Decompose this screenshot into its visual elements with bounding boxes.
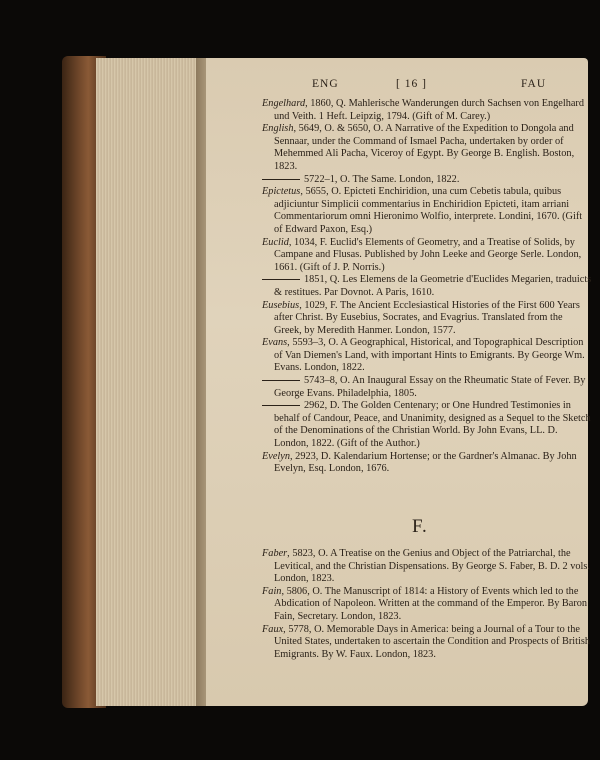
catalog-entry — [262, 274, 592, 299]
entry-text: , 5806, O. The Manuscript of 1814: a History of Events which led to the Abdication of Napoleon. Written at the command of the Emperor. By Baron Fain, Secretary. London, 1823. — [274, 585, 588, 622]
catalog-entries-f — [262, 548, 592, 661]
entry-text: , 1034, F. Euclid's Elements of Geometry, and a Treatise of Solids, by Campane and Flusas. Published by John Leeke and George Serle. London, 1661. (Gift of J. P. Norris.) — [274, 236, 582, 273]
catalog-entry — [262, 300, 592, 338]
entry-headword: English — [262, 123, 294, 135]
entry-headword: Epictetus — [262, 186, 301, 198]
entry-text: , 5655, O. Epicteti Enchiridion, una cum Cebetis tabula, quibus adjiciuntur Simplicii commentarius in Enchiridion Epicteti, itam arriani Commentariorum omni Hieronimo Wolfio, interprete. Londini, 1670. (Gift of Edward Paxon, Esq.) — [274, 186, 583, 235]
entry-headword: Evans — [262, 337, 288, 349]
entry-text: , 1029, F. The Ancient Ecclesiastical Histories of the First 600 Years after Christ. By Eusebius, Socrates, and Evagrius. Translated from the Greek, by Meredith Hanmer. London, 1577. — [274, 299, 580, 336]
ditto-rule — [262, 380, 300, 381]
ditto-rule — [262, 279, 300, 280]
entry-text: , 5823, O. A Treatise on the Genius and Object of the Patriarchal, the Levitical, and the Christian Dispensations. By George S. Faber, B. D. 2 vols. London, 1823. — [274, 548, 590, 585]
entry-headword: Eusebius — [262, 299, 300, 311]
entry-text: 5722–1, O. The Same. London, 1822. — [304, 173, 460, 185]
catalog-entry — [262, 624, 592, 662]
catalog-entry — [262, 237, 592, 275]
catalog-entry — [262, 186, 592, 236]
ditto-rule — [262, 405, 300, 406]
entry-text: 5743–8, O. An Inaugural Essay on the Rheumatic State of Fever. By George Evans. Philadelphia, 1805. — [274, 375, 586, 399]
catalog-entry — [262, 586, 592, 624]
entry-headword: Engelhard — [262, 98, 306, 109]
entry-headword: Evelyn — [262, 450, 291, 462]
entry-headword: Faux — [262, 623, 284, 635]
entry-text: , 5778, O. Memorable Days in America: being a Journal of a Tour to the United States, undertaken to ascertain the Condition and Prospects of British Emigrants. By W. Faux. London, 1823. — [274, 623, 590, 660]
catalog-entries-e — [262, 98, 592, 476]
entry-text: , 5649, O. & 5650, O. A Narrative of the Expedition to Dongola and Sennaar, under the Command of Ismael Pacha, undertaken by order of Mehemmed Ali Pacha, Viceroy of Egypt. By George B. English. Boston, 1823. — [274, 123, 575, 172]
entry-text: 2962, D. The Golden Centenary; or One Hundred Testimonies in behalf of Candour, Peace, and Unanimity, designed as a Sequel to the Sketch of the Denominations of the Christian World. By John Evans, LL. D. London, 1822. (Gift of the Author.) — [274, 400, 591, 450]
catalog-entry — [262, 174, 592, 187]
catalog-entry — [262, 548, 592, 586]
catalog-entry — [262, 400, 592, 450]
entry-text: , 1860, Q. Mahlerische Wanderungen durch Sachsen von Engelhard und Veith. 1 Heft. Leipzig, 1794. (Gift of M. Carey.) — [274, 98, 585, 122]
page-number: [ 16 ] — [396, 78, 427, 90]
catalog-entry — [262, 98, 592, 123]
catalog-entry — [262, 123, 592, 173]
catalog-entry — [262, 451, 592, 476]
entry-text: , 5593–3, O. A Geographical, Historical, and Topographical Description of Van Diemen's Land, with important Hints to Emigrants. By George Wm. Evans. London, 1822. — [274, 337, 585, 374]
ditto-rule — [262, 179, 300, 180]
header-right: FAU — [521, 78, 547, 90]
section-letter: F. — [412, 516, 428, 537]
entry-headword: Faber — [262, 548, 288, 559]
header-left: ENG — [312, 78, 339, 90]
catalog-entry — [262, 375, 592, 400]
page-edges — [96, 58, 204, 706]
entry-headword: Fain — [262, 585, 282, 597]
book-page — [206, 58, 592, 706]
entry-text: , 2923, D. Kalendarium Hortense; or the Gardner's Almanac. By John Evelyn, Esq. London, 1676. — [274, 450, 577, 475]
entry-headword: Euclid — [262, 236, 289, 248]
catalog-entry — [262, 337, 592, 375]
entry-text: 1851, Q. Les Elemens de la Geometrie d'Euclides Megarien, traduicts & restitues. Par Dovnot. A Paris, 1610. — [274, 274, 592, 298]
